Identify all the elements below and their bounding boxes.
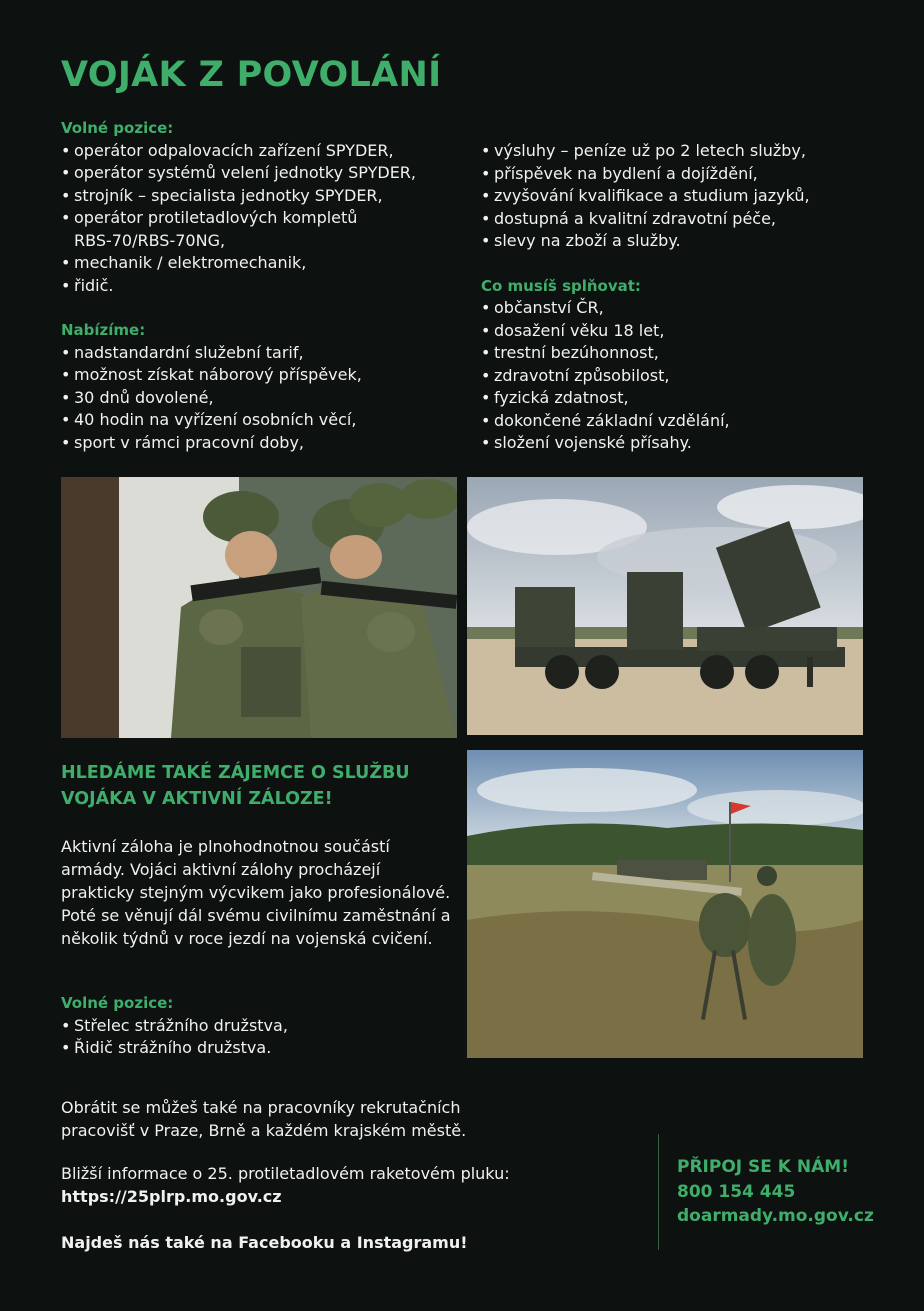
list-item: • příspěvek na bydlení a dojíždění,: [481, 163, 881, 186]
recruit-text: Obrátit se můžeš také na pracovníky rekrutačních pracovišť v Praze, Brně a každém krajském městě.: [61, 1098, 467, 1140]
list-item: • 40 hodin na vyřízení osobních věcí,: [61, 409, 456, 432]
list-item: • zdravotní způsobilost,: [481, 365, 881, 388]
soldiers-photo: [61, 477, 457, 738]
list-item: • dosažení věku 18 let,: [481, 320, 881, 343]
offer-list: [61, 342, 456, 455]
list-item: • nadstandardní služební tarif,: [61, 342, 456, 365]
list-item: • Střelec strážního družstva,: [61, 1015, 451, 1038]
list-item: • sport v rámci pracovní doby,: [61, 432, 456, 455]
list-item: • občanství ČR,: [481, 297, 881, 320]
list-item: • Řidič strážního družstva.: [61, 1037, 451, 1060]
reserve-text: Aktivní záloha je plnohodnotnou součástí armády. Vojáci aktivní zálohy procházejí prakticky stejným výcvikem jako profesionálové. Poté se věnují dál svému civilnímu zaměstnání a několik týdnů v roce jezdí na vojenská cvičení.: [61, 837, 451, 948]
info-url-link[interactable]: https://25plrp.mo.gov.cz: [61, 1187, 282, 1206]
positions-title: Volné pozice:: [61, 119, 174, 137]
reserve-positions: [61, 992, 451, 1060]
list-item: • operátor systémů velení jednotky SPYDER,: [61, 162, 456, 185]
spyder-vehicle-photo: [467, 477, 863, 735]
list-item: • operátor protiletadlových kompletů RBS-70/RBS-70NG,: [61, 207, 374, 252]
offer-title: Nabízíme:: [61, 321, 146, 339]
list-item: • složení vojenské přísahy.: [481, 432, 881, 455]
info-text: Bližší informace o 25. protiletadlovém raketovém pluku:: [61, 1164, 510, 1183]
list-item: • trestní bezúhonnost,: [481, 342, 881, 365]
list-item: • 30 dnů dovolené,: [61, 387, 456, 410]
list-item: • možnost získat náborový příspěvek,: [61, 364, 456, 387]
list-item: • strojník – specialista jednotky SPYDER,: [61, 185, 456, 208]
list-item: • zvyšování kvalifikace a studium jazyků,: [481, 185, 881, 208]
requirements-title: Co musíš splňovat:: [481, 276, 641, 295]
rbs70-field-photo: [467, 750, 863, 1058]
list-item: • fyzická zdatnost,: [481, 387, 881, 410]
list-item: • slevy na zboží a služby.: [481, 230, 881, 253]
right-column: [481, 140, 881, 455]
contact-phone[interactable]: 800 154 445: [677, 1181, 796, 1202]
divider: [658, 1134, 659, 1250]
contact-cta: PŘIPOJ SE K NÁM!: [677, 1157, 849, 1177]
requirements-list: [481, 297, 881, 455]
info-block: [61, 1162, 621, 1208]
list-item: • dokončené základní vzdělání,: [481, 410, 881, 433]
list-item: • operátor odpalovacích zařízení SPYDER,: [61, 140, 456, 163]
left-column: [61, 117, 456, 454]
reserve-title: HLEDÁME TAKÉ ZÁJEMCE O SLUŽBU VOJÁKA V AKTIVNÍ ZÁLOZE!: [61, 763, 410, 809]
social-text: Najdeš nás také na Facebooku a Instagramu!: [61, 1233, 468, 1252]
offer-list-continued: [481, 140, 881, 253]
page-title: VOJÁK Z POVOLÁNÍ: [61, 55, 442, 95]
reserve-positions-title: Volné pozice:: [61, 994, 174, 1012]
list-item: • řidič.: [61, 275, 456, 298]
contact-web-link[interactable]: doarmady.mo.gov.cz: [677, 1206, 874, 1226]
list-item: • mechanik / elektromechanik,: [61, 252, 456, 275]
contact-block: [677, 1155, 874, 1229]
positions-list: [61, 140, 456, 298]
reserve-positions-list: [61, 1015, 451, 1060]
list-item: • výsluhy – peníze už po 2 letech služby,: [481, 140, 881, 163]
list-item: • dostupná a kvalitní zdravotní péče,: [481, 208, 881, 231]
